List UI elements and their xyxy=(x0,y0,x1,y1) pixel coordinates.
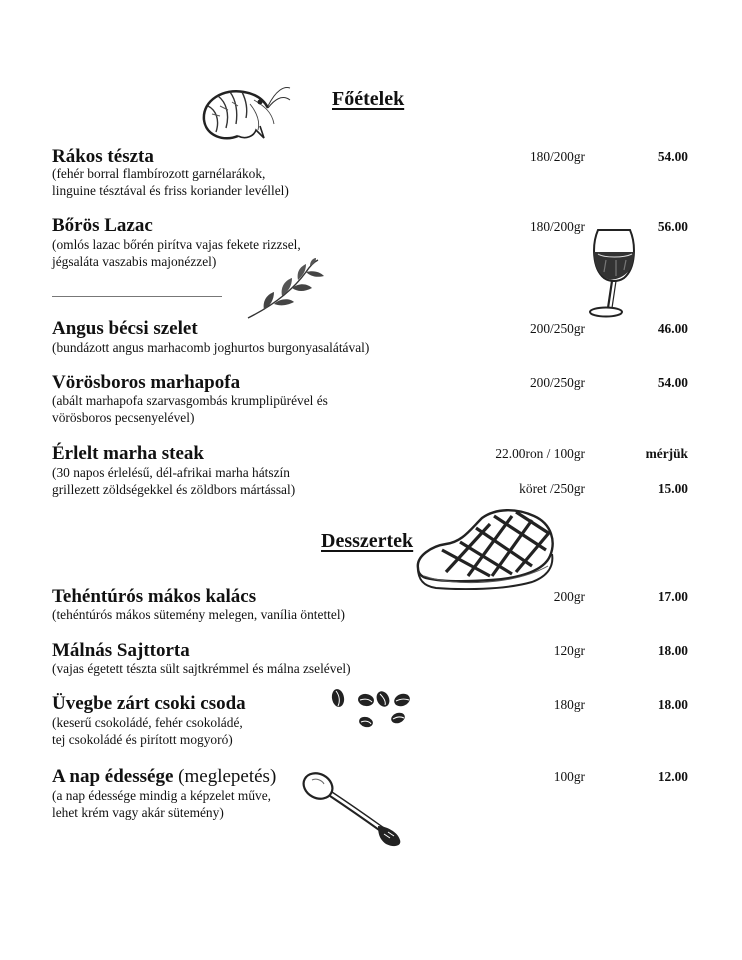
wine-glass-icon xyxy=(584,224,646,320)
menu-item-price: 17.00 xyxy=(657,589,688,604)
menu-item-description: (bundázott angus marhacomb joghurtos burgonyasalátával) xyxy=(52,340,370,355)
menu-item-name: Üvegbe zárt csoki csoda xyxy=(52,693,246,714)
menu-item-name: Érlelt marha steak xyxy=(52,443,204,464)
menu-item-price: 12.00 xyxy=(657,769,688,784)
herb-sprig-icon xyxy=(244,258,330,324)
menu-item-description: grillezett zöldségekkel és zöldbors mártással) xyxy=(52,482,296,497)
menu-item-description: (30 napos érlelésű, dél-afrikai marha hátszín xyxy=(52,465,290,480)
menu-item-description: (fehér borral flambírozott garnélarákok, xyxy=(52,166,266,181)
menu-item-portion: 200/250gr xyxy=(529,321,585,336)
menu-item-description: (vajas égetett tészta sült sajtkrémmel és málna zselével) xyxy=(52,661,351,676)
spoon-icon xyxy=(298,768,410,850)
coffee-beans-icon xyxy=(326,686,418,730)
menu-item-description: (keserű csokoládé, fehér csokoládé, xyxy=(52,715,243,730)
menu-item-portion: 180/200gr xyxy=(529,149,585,164)
menu-item-name: Angus bécsi szelet xyxy=(52,318,198,339)
divider xyxy=(52,296,222,297)
menu-item-description: (tehéntúrós mákos sütemény melegen, vanília öntettel) xyxy=(52,607,346,622)
menu-item-description: jégsaláta vaszabis majonézzel) xyxy=(52,254,217,269)
menu-item-description: tej csokoládé és pirított mogyoró) xyxy=(52,732,233,747)
menu-item-name: Rákos tészta xyxy=(52,146,154,167)
menu-item-portion: 120gr xyxy=(553,643,585,658)
menu-item-price: 18.00 xyxy=(657,697,688,712)
menu-item-price: 54.00 xyxy=(657,149,688,164)
menu-item-name: Bőrös Lazac xyxy=(52,215,153,236)
menu-item-description: linguine tésztával és friss koriander levéllel) xyxy=(52,183,289,198)
menu-item-price: 18.00 xyxy=(657,643,688,658)
menu-item-price: 15.00 xyxy=(657,481,688,496)
menu-item-portion: 180/200gr xyxy=(529,219,585,234)
menu-item-description: vörösboros pecsenyelével) xyxy=(52,410,195,425)
menu-item-price: 56.00 xyxy=(657,219,688,234)
menu-item-name: Tehéntúrós mákos kalács xyxy=(52,586,257,607)
shrimp-icon xyxy=(194,80,292,146)
menu-item-description: lehet krém vagy akár sütemény) xyxy=(52,805,224,820)
menu-item-name xyxy=(52,766,276,788)
menu-item-name-main: A nap édessége xyxy=(52,766,174,787)
menu-item-portion: 100gr xyxy=(553,769,585,784)
menu-item-description: (a nap édessége mindig a képzelet műve, xyxy=(52,788,271,803)
menu-item-price: mérjük xyxy=(645,446,688,461)
menu-item-portion: 200gr xyxy=(553,589,585,604)
menu-item-name: Málnás Sajttorta xyxy=(52,640,190,661)
menu-item-portion: 22.00ron / 100gr xyxy=(495,446,585,461)
section-title-main: Főételek xyxy=(332,88,405,110)
steak-icon xyxy=(412,506,558,590)
menu-item-portion: 200/250gr xyxy=(529,375,585,390)
section-title-desserts: Desszertek xyxy=(321,530,414,552)
menu-item-description: (abált marhapofa szarvasgombás krumplipürével és xyxy=(52,393,328,408)
menu-item-portion: köret /250gr xyxy=(519,481,585,496)
menu-item-name-suffix: (meglepetés) xyxy=(178,766,277,787)
menu-item-name: Vörösboros marhapofa xyxy=(52,372,241,393)
menu-item-price: 54.00 xyxy=(657,375,688,390)
menu-item-price: 46.00 xyxy=(657,321,688,336)
menu-item-portion: 180gr xyxy=(553,697,585,712)
menu-item-description: (omlós lazac bőrén pirítva vajas fekete rizzsel, xyxy=(52,237,301,252)
